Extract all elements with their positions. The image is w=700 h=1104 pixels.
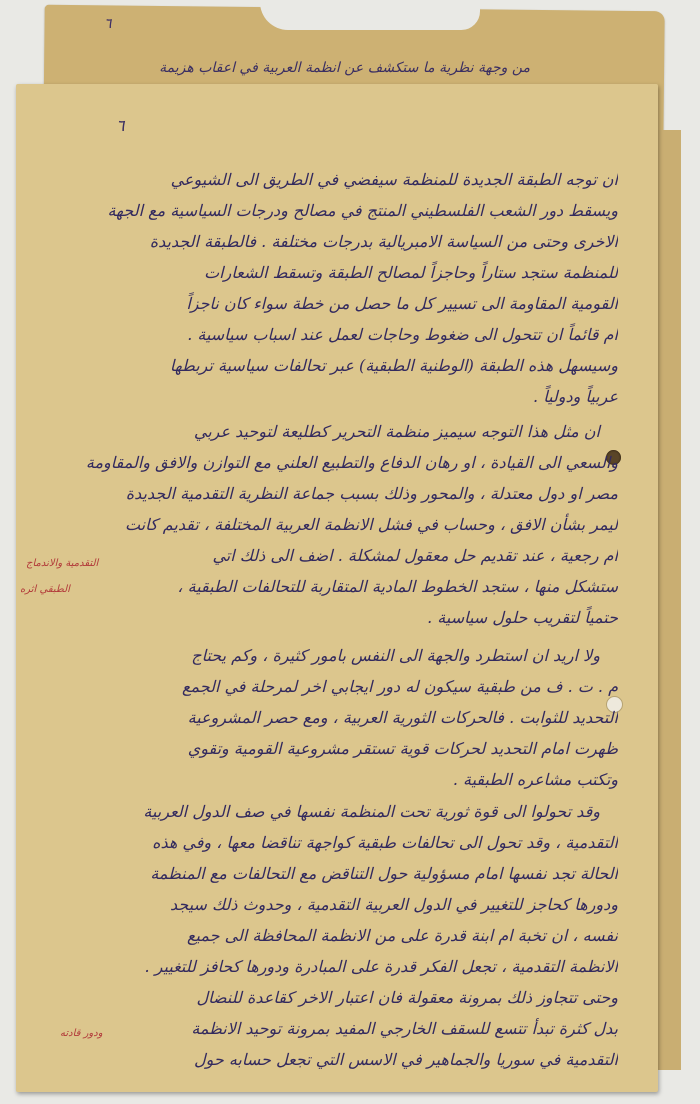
text-line: الحالة تجد نفسها امام مسؤولية حول التناقض مع التحالفات مع المنظمة [150,864,618,883]
text-line: بدل كثرة تبدأ تتسع للسقف الخارجي المفيد بمرونة توحيد الانظمة [191,1019,618,1038]
text-line: ظهرت امام التحديد لحركات قوية تستقر مشروعية القومية وتقوي [187,739,618,758]
paragraph-1 [36,164,618,412]
text-line: ودورها كحاجز للتغيير في الدول العربية التقدمية ، وحدوث ذلك سيجد [169,895,618,914]
text-line: التقدمية في سوريا والجماهير في الاسس التي تجعل حسابه حول [193,1050,618,1069]
text-line: ويسقط دور الشعب الفلسطيني المنتج في مصالح ودرجات السياسية مع الجهة [107,201,618,220]
text-line: والسعي الى القيادة ، او رهان الدفاع والتطبيع العلني مع التوازن والافق والمقاومة [85,453,618,472]
document-page [16,84,658,1092]
text-line: وحتى تتجاوز ذلك بمرونة معقولة فان اعتبار الاخر كقاعدة للنضال [196,988,618,1007]
text-line: الانظمة التقدمية ، تجعل الفكر قدرة على المبادرة ودورها كحافز للتغيير . [144,957,618,976]
text-line: مصر او دول معتدلة ، والمحور وذلك بسبب جماعة النظرية التقدمية الجديدة [125,484,618,503]
torn-edge [260,2,480,30]
text-line: ليمر بشأن الافق ، وحساب في فشل الانظمة العربية المختلفة ، تقديم كانت [124,515,618,534]
text-line: ام رجعية ، عند تقديم حل معقول لمشكلة . اضف الى ذلك اتي [212,546,618,565]
text-line: حتمياً لتقريب حلول سياسية . [427,608,618,627]
text-line: م . ت . ف من طبقية سيكون له دور ايجابي اخر لمرحلة في الجمع [181,677,618,696]
back-page-number: ٦ [104,16,112,32]
paragraph-4 [36,796,618,1075]
text-line: وتكتب مشاعره الطبقية . [452,770,618,789]
text-line: عربياً ودولياً . [533,387,618,406]
margin-note: التقدمية والاندماج [26,558,99,569]
margin-note: الطبقي اثره [20,584,70,595]
text-line: ستشكل منها ، ستجد الخطوط المادية المتقاربة للتحالفات الطبقية ، [177,577,618,596]
text-line: ان توجه الطبقة الجديدة للمنظمة سيفضي في الطريق الى الشيوعي [170,170,618,189]
text-line: التقدمية ، وقد تحول الى تحالفات طبقية كواجهة تناقضا معها ، وفي هذه [152,833,618,852]
text-line: ام قائماً ان تتحول الى ضغوط وحاجات لعمل عند اسباب سياسية . [187,325,618,344]
text-line: نفسه ، ان تخبة ام ابنة قدرة على من الانظمة المحافظة الى جميع [187,926,618,945]
text-line: وسيسهل هذه الطبقة (الوطنية الطبقية) عبر تحالفات سياسية تربطها [169,356,618,375]
paragraph-3 [36,640,618,795]
margin-note: ودور قادته [60,1028,103,1039]
paragraph-2 [36,416,618,633]
text-line: ان مثل هذا التوجه سيميز منظمة التحرير كطليعة لتوحيد عربي [193,422,600,441]
back-sheet-line: من وجهة نظرية ما ستكشف عن انظمة العربية في اعقاب هزيمة [159,60,530,76]
text-line: ولا اريد ان استطرد والجهة الى النفس بامور كثيرة ، وكم يحتاج [191,646,600,665]
text-line: وقد تحولوا الى قوة ثورية تحت المنظمة نفسها في صف الدول العربية [143,802,600,821]
text-line: للمنظمة ستجد ستاراً وحاجزاً لمصالح الطبقة وتسقط الشعارات [204,263,618,282]
page-number: ٦ [116,116,125,135]
text-line: الاخرى وحتى من السياسة الامبريالية بدرجات مختلفة . فالطبقة الجديدة [149,232,618,251]
text-line: التحديد للثوابت . فالحركات الثورية العربية ، ومع حصر المشروعية [187,708,618,727]
text-line: القومية المقاومة الى تسيير كل ما حصل من خطة سواء كان ناجزاً [186,294,618,313]
